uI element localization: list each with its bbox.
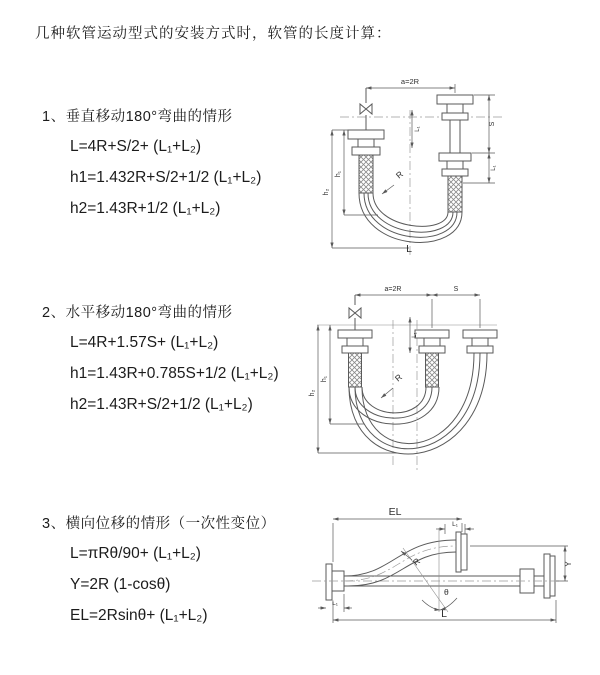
section-heading: 3、横向位移的情形（一次性变位） bbox=[42, 516, 276, 532]
braided-hose-section bbox=[448, 176, 462, 212]
braided-hose-section bbox=[426, 353, 439, 387]
section-3 bbox=[42, 515, 276, 631]
diagram-lateral-displacement bbox=[298, 488, 598, 643]
formula-group bbox=[42, 327, 279, 420]
braided-hose-section bbox=[359, 155, 373, 193]
dim-label-l1-bottom: L₁ bbox=[332, 600, 338, 607]
flange-top-right bbox=[456, 532, 467, 572]
hose-u-loop bbox=[359, 193, 462, 242]
dim-label-theta: θ bbox=[444, 587, 449, 597]
dim-label-a2r: a=2R bbox=[400, 77, 420, 86]
dim-label-l: L bbox=[406, 243, 412, 255]
dim-label-l1: L₁ bbox=[412, 332, 418, 338]
formula-line: EL=2Rsinθ+ (L₁+L₂) bbox=[70, 607, 208, 624]
section-1 bbox=[42, 108, 261, 224]
formula-group bbox=[42, 131, 261, 224]
dim-label-h2: h₂ bbox=[323, 188, 330, 196]
braided-hose-section bbox=[349, 353, 362, 387]
formula-group bbox=[42, 538, 276, 631]
diagram-vertical-180-bend bbox=[306, 62, 598, 262]
section-2 bbox=[42, 304, 279, 420]
hose-fitting-left bbox=[338, 330, 372, 387]
dim-label-el: EL bbox=[388, 506, 402, 518]
hose-fitting-right bbox=[437, 95, 473, 212]
dim-label-r: R bbox=[410, 555, 422, 568]
valve-icon bbox=[360, 104, 372, 114]
dim-label-y: Y bbox=[564, 561, 573, 567]
hose-fitting-right bbox=[463, 330, 497, 353]
formula-line: h1=1.432R+S/2+1/2 (L₁+L₂) bbox=[70, 169, 262, 186]
formula-line: L=πRθ/90+ (L₁+L₂) bbox=[70, 545, 201, 562]
dim-label-h2: h₂ bbox=[309, 389, 316, 397]
dim-label-h1: h₁ bbox=[321, 375, 328, 383]
diagram-horizontal-180-bend bbox=[302, 275, 600, 475]
dim-label-s: S bbox=[489, 121, 496, 127]
dim-label-l: L bbox=[441, 608, 447, 620]
dim-label-h1: h₁ bbox=[335, 170, 342, 178]
valve-icon bbox=[349, 308, 361, 318]
flange-left bbox=[326, 564, 344, 600]
formula-line: h1=1.43R+0.785S+1/2 (L₁+L₂) bbox=[70, 365, 279, 382]
page-title: 几种软管运动型式的安装方式时，软管的长度计算： bbox=[35, 26, 392, 42]
formula-line: L=4R+1.57S+ (L₁+L₂) bbox=[70, 334, 219, 351]
dim-label-r: R bbox=[392, 371, 404, 384]
dim-label-a2r: a=2R bbox=[384, 286, 402, 293]
dim-label-l1-center: L₁ bbox=[415, 126, 421, 132]
dim-label-l1-right: L₁ bbox=[491, 165, 497, 171]
formula-line: h2=1.43R+1/2 (L₁+L₂) bbox=[70, 200, 221, 217]
section-heading: 2、水平移动180°弯曲的情形 bbox=[42, 305, 233, 321]
dim-label-l1-top: L₁ bbox=[452, 521, 458, 528]
hose-fitting-middle bbox=[415, 330, 449, 387]
section-heading: 1、垂直移动180°弯曲的情形 bbox=[42, 109, 233, 125]
hose-fitting-left bbox=[348, 130, 384, 193]
dim-label-s: S bbox=[453, 286, 459, 293]
formula-line: Y=2R (1-cosθ) bbox=[70, 576, 171, 593]
dim-label-r: R bbox=[393, 168, 405, 181]
formula-line: L=4R+S/2+ (L₁+L₂) bbox=[70, 138, 202, 155]
formula-line: h2=1.43R+S/2+1/2 (L₁+L₂) bbox=[70, 396, 253, 413]
